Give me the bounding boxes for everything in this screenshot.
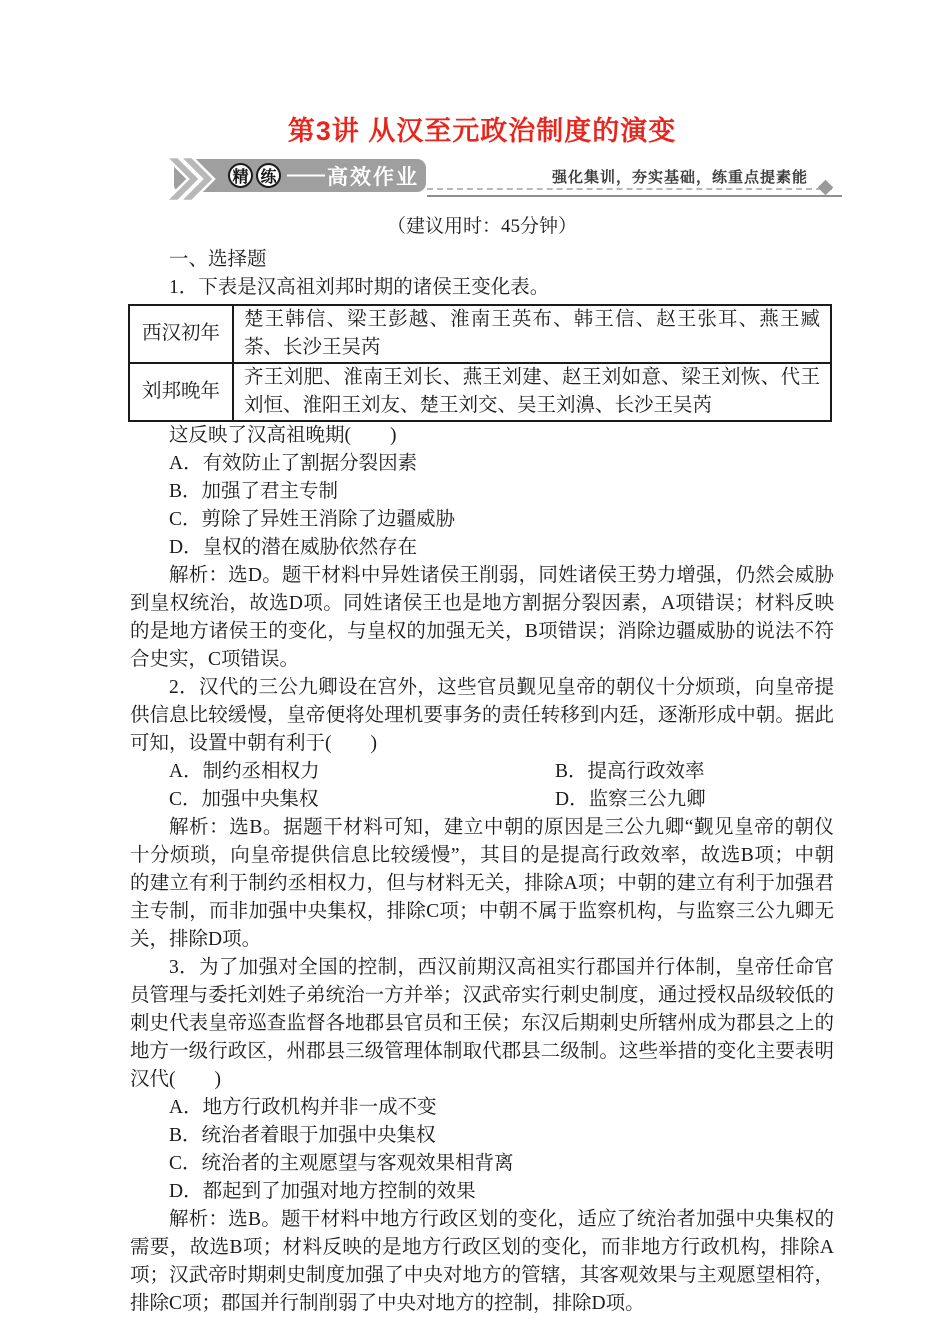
row-label: 西汉初年 xyxy=(129,305,233,363)
question-1-option-b: B．加强了君主专制 xyxy=(169,481,339,502)
page-title: 第3讲 从汉至元政治制度的演变 xyxy=(287,116,677,146)
princes-table xyxy=(128,304,832,422)
banner-label: 高效作业 xyxy=(327,165,419,189)
question-3-stem: 3．为了加强对全国的控制，西汉前期汉高祖实行郡国并行体制，皇帝任命官员管理与委托刘姓子弟统治一方并举；汉武帝实行刺史制度，通过授权品级较低的刺史代表皇帝巡查监督各地郡县官员和王侯；东汉后期刺史所辖州成为郡县之上的地方一级行政区，州郡县三级管理体制取代郡县二级制。这些举措的变化主要表明汉代( ) xyxy=(130,957,834,1090)
question-2-option-d: D．监察三公九卿 xyxy=(555,789,706,810)
badge-circle-jing: 精 xyxy=(228,163,253,188)
question-2-options xyxy=(130,758,834,814)
practice-banner xyxy=(130,152,834,210)
row-content: 楚王韩信、梁王彭越、淮南王英布、韩王信、赵王张耳、燕王臧荼、长沙王吴芮 xyxy=(233,305,831,363)
question-2-stem: 2．汉代的三公九卿设在宫外，这些官员觐见皇帝的朝仪十分烦琐，向皇帝提供信息比较缓慢，皇帝便将处理机要事务的责任转移到内廷，逐渐形成中朝。据此可知，设置中朝有利于( ) xyxy=(130,677,834,754)
question-3-analysis: 解析：选B。题干材料中地方行政区划的变化，适应了统治者加强中央集权的需要，故选B项；材料反映的是地方行政区划的变化，而非地方行政机构，排除A项；汉武帝时期刺史制度加强了中央对地方的管辖，其客观效果与主观愿望相符，排除C项；郡国并行制削弱了中央对地方的控制，排除D项。 xyxy=(130,1209,834,1314)
banner-dash: —— xyxy=(287,164,323,186)
diamond-icon xyxy=(818,180,834,196)
section-heading: 一、选择题 xyxy=(169,249,267,270)
banner-tagline: 强化集训，夯实基础，练重点提素能 xyxy=(551,169,808,186)
time-hint: （建议用时：45分钟） xyxy=(386,216,577,237)
question-1-analysis: 解析：选D。题干材料中异姓诸侯王削弱，同姓诸侯王势力增强，仍然会威胁到皇权统治，故选D项。同姓诸侯王也是地方割据分裂因素，A项错误；材料反映的是地方诸侯王的变化，与皇权的加强无关，B项错误；消除边疆威胁的说法不符合史实，C项错误。 xyxy=(130,565,834,670)
question-2-option-b: B．提高行政效率 xyxy=(555,761,705,782)
question-3-option-a: A．地方行政机构并非一成不变 xyxy=(169,1097,437,1118)
question-1-stem: 这反映了汉高祖晚期( ) xyxy=(169,425,397,446)
banner-dashed-rule xyxy=(427,188,832,190)
banner-solid-rule xyxy=(427,195,842,197)
question-2-analysis: 解析：选B。据题干材料可知，建立中朝的原因是三公九卿“觐见皇帝的朝仪十分烦琐，向皇帝提供信息比较缓慢”，其目的是提高行政效率，故选B项；中朝的建立有利于制约丞相权力，但与材料无关，排除A项；中朝的建立有利于加强君主专制，而非加强中央集权，排除C项；中朝不属于监察机构，与监察三公九卿无关，排除D项。 xyxy=(130,817,834,950)
table-row xyxy=(129,305,831,363)
page-content xyxy=(130,114,834,1318)
question-1-intro: 1．下表是汉高祖刘邦时期的诸侯王变化表。 xyxy=(169,277,550,298)
badge-circle-lian: 练 xyxy=(256,163,281,188)
question-3-option-d: D．都起到了加强对地方控制的效果 xyxy=(169,1181,476,1202)
row-label: 刘邦晚年 xyxy=(129,363,233,421)
question-2-option-a: A．制约丞相权力 xyxy=(169,761,320,782)
table-row xyxy=(129,363,831,421)
question-1-option-d: D．皇权的潜在威胁依然存在 xyxy=(169,537,418,558)
question-3-option-b: B．统治者着眼于加强中央集权 xyxy=(169,1125,436,1146)
question-3-option-c: C．统治者的主观愿望与客观效果相背离 xyxy=(169,1153,514,1174)
question-1-option-c: C．剪除了异姓王消除了边疆威胁 xyxy=(169,509,456,530)
row-content: 齐王刘肥、淮南王刘长、燕王刘建、赵王刘如意、梁王刘恢、代王刘恒、淮阳王刘友、楚王刘交、吴王刘濞、长沙王吴芮 xyxy=(233,363,831,421)
double-chevron-icon xyxy=(163,155,219,203)
question-1-option-a: A．有效防止了割据分裂因素 xyxy=(169,453,418,474)
question-2-option-c: C．加强中央集权 xyxy=(169,789,319,810)
